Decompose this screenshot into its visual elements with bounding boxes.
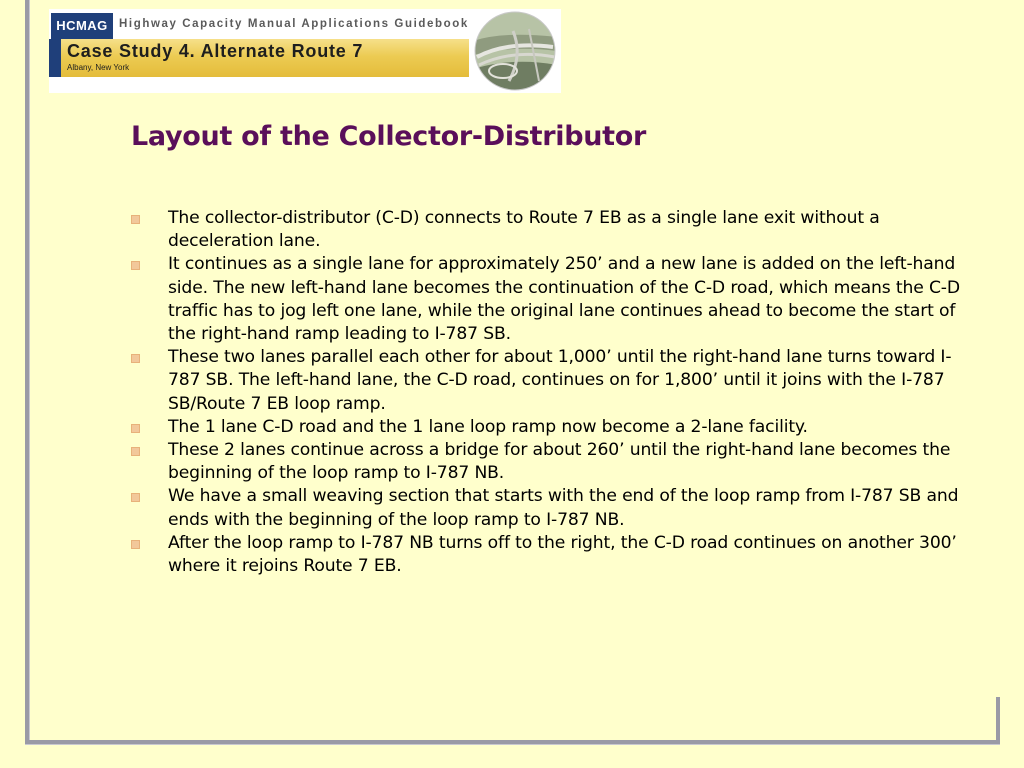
interchange-photo xyxy=(473,11,557,91)
bullet-item xyxy=(131,532,971,578)
bullet-item xyxy=(131,416,971,439)
slide-frame-bottom xyxy=(25,740,1000,744)
banner-stripe-edge xyxy=(49,39,61,77)
guidebook-title: Highway Capacity Manual Applications Guidebook xyxy=(119,18,469,30)
bullet-text: After the loop ramp to I-787 NB turns off to the right, the C-D road continues on another 300’ where it rejoins Route 7 EB. xyxy=(168,532,957,577)
square-bullet-icon xyxy=(131,354,140,363)
slide-frame-right xyxy=(996,697,1000,744)
bullet-text: These two lanes parallel each other for about 1,000’ until the right-hand lane turns toward I-787 SB. The left-hand lane, the C-D road, continues on for 1,800’ until it joins with the I-787 SB/Route 7 EB loop ramp. xyxy=(168,347,952,414)
bullet-item xyxy=(131,439,971,485)
bullet-text: These 2 lanes continue across a bridge for about 260’ until the right-hand lane becomes the beginning of the loop ramp to I-787 NB. xyxy=(168,440,951,484)
bullet-text: The 1 lane C-D road and the 1 lane loop ramp now become a 2-lane facility. xyxy=(168,416,808,437)
header-banner xyxy=(49,9,561,93)
square-bullet-icon xyxy=(131,540,140,549)
square-bullet-icon xyxy=(131,447,140,456)
bullet-item xyxy=(131,346,971,416)
bullet-item xyxy=(131,485,971,531)
bullet-item xyxy=(131,207,971,253)
slide-title: Layout of the Collector-Distributor xyxy=(131,121,647,152)
case-study-title: Case Study 4. Alternate Route 7 xyxy=(67,41,364,61)
bullet-text: It continues as a single lane for approximately 250’ and a new lane is added on the left-hand side. The new left-hand lane becomes the continuation of the C-D road, which means the C-D traffic has to jog left one lane, while the original lane continues ahead to become the start of the right-hand ramp leading to I-787 SB. xyxy=(168,254,960,345)
bullet-text: We have a small weaving section that starts with the end of the loop ramp from I-787 SB and ends with the beginning of the loop ramp to I-787 NB. xyxy=(168,486,959,530)
slide-frame-left xyxy=(25,0,29,744)
square-bullet-icon xyxy=(131,261,140,270)
hcmag-logo: HCMAG xyxy=(51,13,113,39)
case-study-location: Albany, New York xyxy=(67,63,130,72)
bullet-text: The collector-distributor (C-D) connects to Route 7 EB as a single lane exit without a deceleration lane. xyxy=(168,208,880,252)
square-bullet-icon xyxy=(131,424,140,433)
bullet-item xyxy=(131,253,971,346)
square-bullet-icon xyxy=(131,215,140,224)
bullet-list xyxy=(131,207,971,578)
square-bullet-icon xyxy=(131,493,140,502)
